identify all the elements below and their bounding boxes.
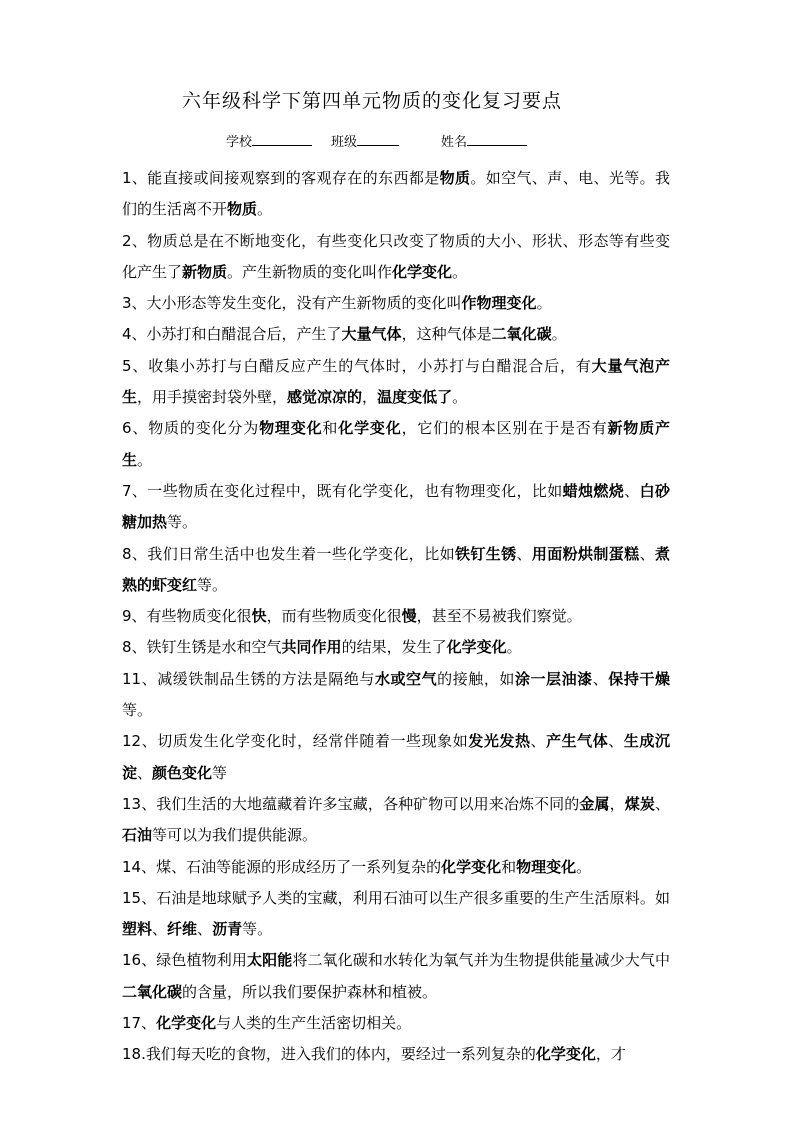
text-segment: ，才 (595, 1045, 626, 1064)
text-segment: 、 (137, 763, 153, 782)
review-point (122, 789, 670, 852)
key-term: 感觉凉凉的 (287, 388, 363, 407)
text-segment: 等。 (242, 920, 273, 939)
key-term: 化学变化 (392, 262, 453, 281)
text-segment: 2、物质总是在不断地变化，有些变化只改变了物质的大小、形状、形态等有些变化产生了 (122, 231, 670, 281)
text-segment: 、 (654, 794, 670, 813)
key-term: 化学变化 (156, 1014, 217, 1033)
text-segment: 等可以为我们提供能源。 (152, 826, 318, 845)
key-term: 煮熟的虾变红 (122, 544, 670, 594)
text-segment: 。产生新物质的变化叫作 (227, 262, 393, 281)
text-segment: ，它们的根本区别在于是否有 (401, 419, 608, 438)
review-point (122, 226, 670, 289)
key-term: 涂一层油漆 (514, 669, 593, 688)
text-segment: 和 (501, 857, 517, 876)
text-segment: 、 (516, 544, 532, 563)
key-term: 沥青 (212, 920, 243, 939)
text-segment: 14、煤、石油等能源的形成经历了一系列复杂的 (122, 857, 442, 876)
key-term: 煤炭 (624, 794, 655, 813)
key-term: 作物理变化 (461, 294, 537, 313)
text-segment: 、 (592, 669, 609, 688)
text-segment: 的结果，发生了 (341, 638, 447, 657)
review-point (122, 1039, 670, 1070)
class-label: 班级 (331, 135, 358, 150)
key-term: 产生气体 (546, 732, 609, 751)
text-segment: 18.我们每天吃的食物，进入我们的体内，要经过一系列复杂的 (122, 1045, 536, 1064)
key-term: 石油 (122, 826, 153, 845)
key-term: 共同作用 (281, 638, 342, 657)
text-segment: 9、有些物质变化很 (122, 607, 252, 626)
review-point (122, 883, 670, 946)
text-segment: 。如空气、声、电、光等。我们的生活离不开 (122, 169, 670, 219)
review-point (122, 664, 670, 727)
key-term: 纤维 (167, 920, 198, 939)
school-label: 学校 (226, 135, 253, 150)
text-segment: 、 (639, 544, 655, 563)
text-segment: 的含量，所以我们要保护森林和植被。 (182, 982, 438, 1001)
key-term: 化学变化 (338, 419, 402, 438)
text-segment: ，用手摸密封袋外壁， (137, 388, 288, 407)
school-blank (252, 133, 312, 146)
text-segment: 。 (452, 388, 468, 407)
key-term: 物理变化 (259, 419, 323, 438)
review-point (122, 288, 670, 319)
text-segment: 等 (212, 763, 228, 782)
key-term: 化学变化 (535, 1045, 596, 1064)
key-term: 金属 (579, 794, 610, 813)
text-segment: 6、物质的变化分为 (122, 419, 260, 438)
key-term: 新物质 (182, 262, 228, 281)
review-point (122, 726, 670, 789)
school-field (226, 131, 312, 150)
text-segment: ，而有些物质变化很 (266, 607, 402, 626)
text-segment: 将二氧化碳和水转化为氧气并为生物提供能量减少大气中 (292, 951, 670, 970)
key-term: 蜡烛燃烧 (562, 481, 625, 500)
key-term: 二氧化碳 (491, 325, 552, 344)
text-segment: 、 (608, 732, 624, 751)
text-segment: 。 (576, 857, 592, 876)
review-point (122, 163, 670, 226)
review-point (122, 319, 670, 350)
key-term: 发光发热 (468, 732, 531, 751)
class-blank (357, 133, 399, 146)
text-segment: 等。 (197, 575, 228, 594)
name-blank (467, 133, 527, 146)
text-segment: 等。 (167, 513, 198, 532)
name-field (441, 131, 527, 150)
review-point (122, 632, 670, 663)
class-field (331, 131, 399, 150)
key-term: 太阳能 (246, 951, 293, 970)
text-segment: 。 (506, 638, 522, 657)
text-segment: 1、能直接或间接观察到的客观存在的东西都是 (122, 169, 440, 187)
text-segment: 。 (137, 450, 153, 469)
text-segment: 15、石油是地球赋予人类的宝藏，利用石油可以生产很多重要的生产生活原料。如 (122, 888, 670, 907)
text-segment: 、 (152, 920, 168, 939)
text-segment: 12、切质发生化学变化时，经常伴随着一些现象如 (122, 732, 469, 751)
text-segment: 等。 (122, 701, 153, 720)
text-segment: 13、我们生活的大地蕴藏着许多宝藏，各种矿物可以用来冶炼不同的 (122, 794, 580, 813)
text-segment: 、 (530, 732, 547, 751)
key-term: 大量气体 (341, 325, 402, 344)
review-point (122, 601, 670, 632)
review-point (122, 351, 670, 414)
text-segment: 。 (551, 325, 567, 344)
review-point (122, 852, 670, 883)
text-segment: 5、收集小苏打与白醋反应产生的气体时，小苏打与白醋混合后，有 (122, 356, 592, 375)
text-segment: 、 (197, 920, 213, 939)
key-term: 慢 (401, 607, 417, 626)
key-term: 快 (251, 607, 267, 626)
review-points (122, 163, 670, 1071)
text-segment: 7、一些物质在变化过程中，既有化学变化，也有物理变化，比如 (122, 481, 563, 500)
text-segment: ，这种气体是 (401, 325, 492, 344)
text-segment: 。 (536, 294, 552, 313)
text-segment: 。 (452, 262, 468, 281)
text-segment: 与人类的生产生活密切相关。 (216, 1014, 412, 1033)
review-point (122, 945, 670, 1008)
key-term: 大量气泡产生 (122, 356, 670, 407)
review-point (122, 476, 670, 539)
text-segment: 17、 (122, 1014, 157, 1033)
key-term: 化学变化 (446, 638, 507, 657)
review-point (122, 539, 670, 602)
text-segment: ， (362, 388, 378, 407)
key-term: 白砂糖加热 (122, 481, 670, 532)
text-segment: ， (609, 794, 625, 813)
key-term: 生成沉淀 (122, 732, 670, 782)
text-segment: 16、绿色植物利用 (122, 951, 247, 970)
key-term: 保持干燥 (608, 669, 670, 688)
text-segment: 8、我们日常生活中也发生着一些化学变化，比如 (122, 544, 455, 563)
text-segment: 的接触，如 (437, 669, 515, 688)
key-term: 温度变低了 (377, 388, 453, 407)
text-segment: 8、铁钉生锈是水和空气 (122, 638, 282, 657)
text-segment: 、 (624, 481, 640, 500)
key-term: 物质 (439, 169, 471, 187)
document-title: 六年级科学下第四单元物质的变化复习要点 (181, 90, 562, 112)
key-term: 用面粉烘制蛋糕 (531, 544, 640, 563)
key-term: 颜色变化 (152, 763, 213, 782)
review-point (122, 413, 670, 476)
key-term: 水或空气 (374, 669, 438, 688)
text-segment: 3、大小形态等发生变化，没有产生新物质的变化叫 (122, 294, 462, 313)
key-term: 化学变化 (441, 857, 502, 876)
review-point (122, 1008, 670, 1039)
text-segment: ，甚至不易被我们察觉。 (416, 607, 582, 626)
text-segment: 4、小苏打和白醋混合后，产生了 (122, 325, 342, 344)
name-label: 姓名 (441, 135, 468, 150)
key-term: 物理变化 (516, 857, 577, 876)
key-term: 铁钉生锈 (454, 544, 517, 563)
key-term: 物质 (227, 200, 258, 219)
key-term: 塑料 (122, 920, 153, 939)
key-term: 新物质产生 (122, 419, 670, 469)
text-segment: 和 (322, 419, 339, 438)
key-term: 二氧化碳 (122, 982, 183, 1001)
text-segment: 。 (257, 200, 273, 219)
text-segment: 11、减缓铁制品生锈的方法是隔绝与 (122, 669, 375, 688)
